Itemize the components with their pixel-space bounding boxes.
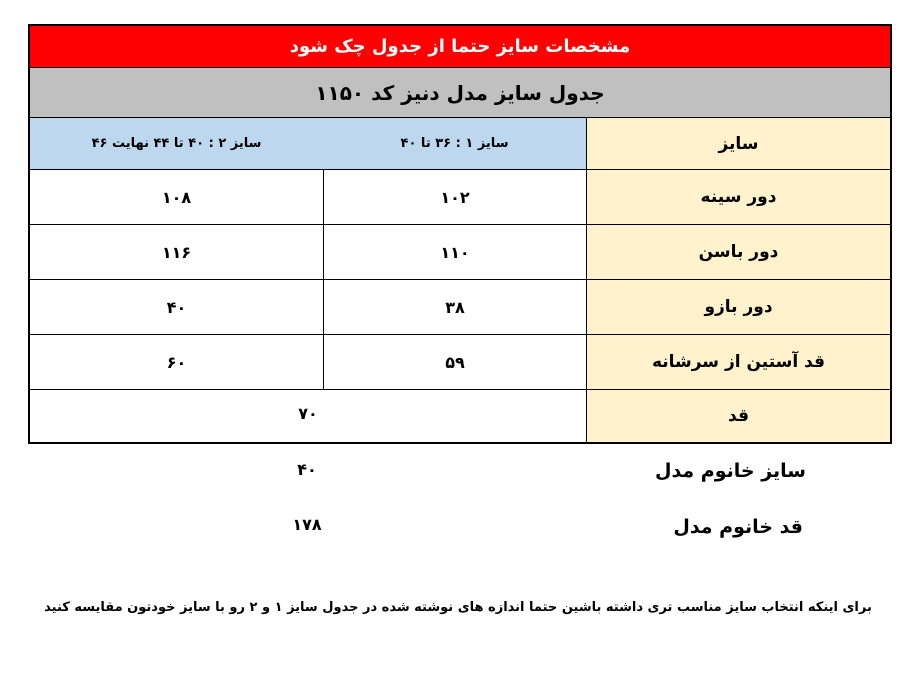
subtitle-row [30, 68, 890, 118]
table-row [30, 280, 890, 335]
footer-note: برای اینکه انتخاب سایز مناسب تری داشته باشین حتما اندازه های نوشته شده در جدول سایز ۱ و ۲ رو با سایز خودتون مقایسه کنید [44, 600, 872, 615]
row-size2-value: ۱۱۶ [30, 225, 323, 279]
row-size2-value: ۴۰ [30, 280, 323, 334]
row-size1-value: ۳۸ [323, 280, 586, 334]
row-label: دور سینه [586, 170, 890, 224]
banner-row [30, 26, 890, 68]
row-size1-value: ۱۰۲ [323, 170, 586, 224]
row-size1-value: ۵۹ [323, 335, 586, 389]
table-subtitle: جدول سایز مدل دنیز کد ۱۱۵۰ [30, 68, 890, 117]
header-row [30, 118, 890, 170]
model-height-label: قد خانوم مدل [673, 516, 803, 538]
height-label: قد [586, 390, 890, 442]
table-row [30, 170, 890, 225]
row-label: دور باسن [586, 225, 890, 279]
model-size-label: سایز خانوم مدل [654, 460, 806, 482]
row-size2-value: ۱۰۸ [30, 170, 323, 224]
header-label: سایز [586, 118, 890, 169]
row-size1-value: ۱۱۰ [323, 225, 586, 279]
height-value: ۷۰ [30, 390, 586, 442]
header-size1: سایز ۱ : ۳۶ تا ۴۰ [323, 118, 586, 169]
height-row [30, 390, 890, 442]
row-label: دور بازو [586, 280, 890, 334]
model-height-value: ۱۷۸ [292, 515, 322, 534]
table-row [30, 225, 890, 280]
size-table [28, 24, 892, 444]
header-size2: سایز ۲ : ۴۰ تا ۴۴ نهایت ۴۶ [30, 118, 323, 169]
table-row [30, 335, 890, 390]
banner-title: مشخصات سایز حتما از جدول چک شود [30, 26, 890, 67]
row-label: قد آستین از سرشانه [586, 335, 890, 389]
model-size-value: ۴۰ [297, 460, 317, 479]
row-size2-value: ۶۰ [30, 335, 323, 389]
